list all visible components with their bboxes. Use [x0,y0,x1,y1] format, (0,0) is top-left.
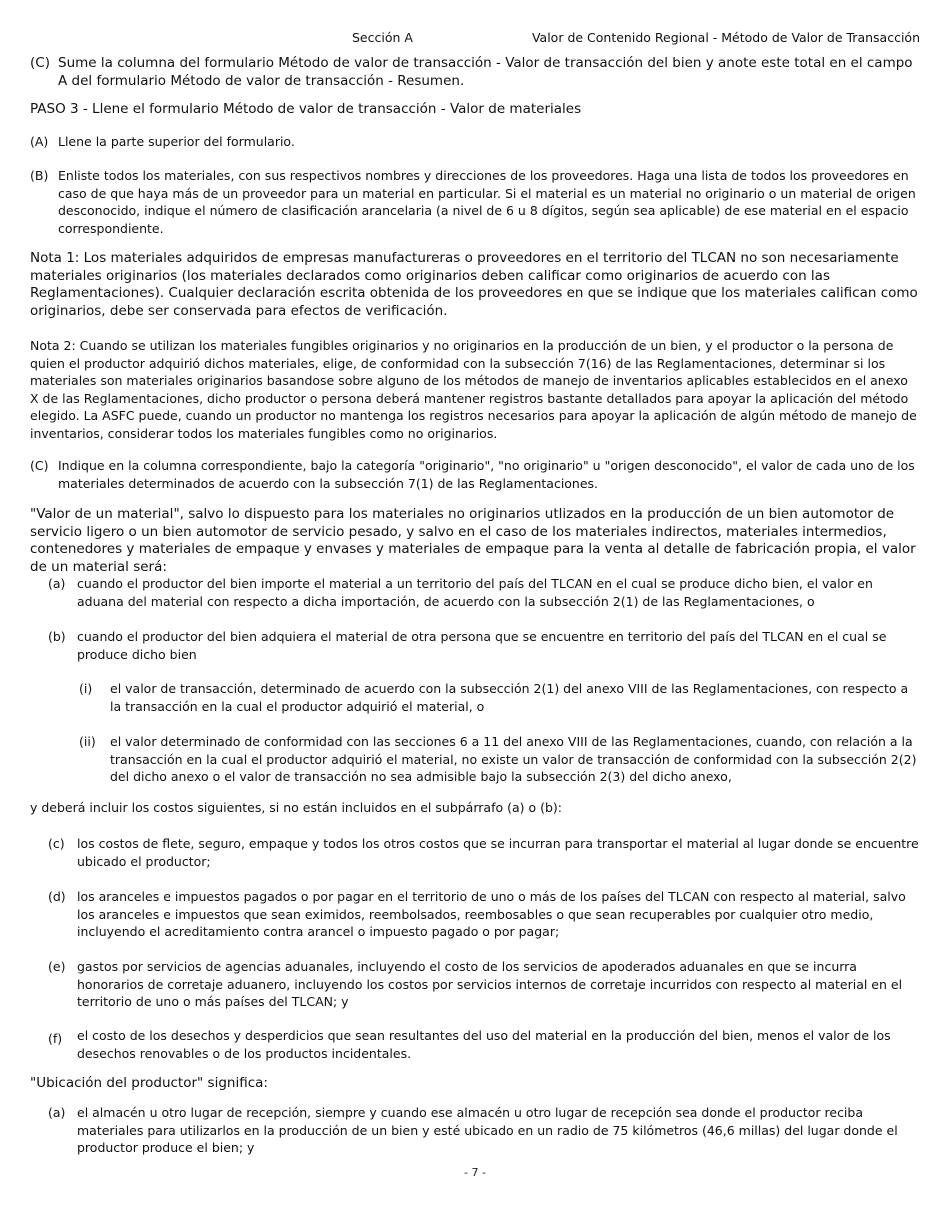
paso3-heading: PASO 3 - Llene el formulario Método de valor de transacción - Valor de materiales [30,101,582,117]
item-label: (d) [48,889,66,904]
item-label: (C) [30,458,49,473]
item-label: (f) [48,1031,63,1046]
item-label: (B) [30,168,49,183]
item-text: el valor de transacción, determinado de acuerdo con la subsección 2(1) del anexo VIII de las Reglamentaciones, con respecto a la transacción en la cual el productor adquirió el material, o [110,681,909,714]
valor-item-a [48,575,920,610]
valor-item-b-ii [79,733,920,786]
paso3-item-b [30,167,920,237]
item-text: Llene la parte superior del formulario. [58,134,295,149]
item-text: Enliste todos los materiales, con sus respectivos nombres y direcciones de los proveedores. Haga una lista de todos los proveedores en caso de que haya más de un proveedor para un material en particular. Si el material es un material no originario o un material de origen desconocido, indique el número de clasificación arancelaria (a nivel de 6 u 8 dígitos, según sea aplicable) de ese material en el espacio correspondiente. [58,168,916,236]
valor-item-b [48,628,920,663]
item-text: gastos por servicios de agencias aduanales, incluyendo el costo de los servicios de apoderados aduanales en que se incurra honorarios de corretaje aduanero, incluyendo los costos por servicios internos de corretaje incurridos con respecto al material en el territorio de uno o más países del TLCAN; y [77,959,903,1009]
ubicacion-item-a [48,1104,920,1157]
item-label: (b) [48,629,66,644]
item-label: (A) [30,134,49,149]
nota-2: Nota 2: Cuando se utilizan los materiales fungibles originarios y no originarios en la producción de un bien, y el productor o la persona de quien el productor adquirió dichos materiales, elige, de conformidad con la subsección 7(16) de las Reglamentaciones, determinar si los materiales son materiales originarios basandose sobre alguno de los métodos de manejo de inventarios aplicables establecidos en el anexo X de las Reglamentaciones, dicho productor o persona deberá mantener registros bastante detallados para apoyar la aplicación del método elegido. La ASFC puede, cuando un productor no mantenga los registros necesarios para apoyar la aplicación de algún método de manejo de inventarios, considerar todos los materiales fungibles como no originarios. [30,338,917,441]
step2-item-c [30,55,920,90]
paso3-item-c [30,457,920,492]
nota-1: Nota 1: Los materiales adquiridos de empresas manufactureras o proveedores en el territorio del TLCAN no son necesariamente materiales originarios (los materiales declarados como originarios deben calificar como originarios de acuerdo con las Reglamentaciones). Cualquier declaración escrita obtenida de los proveedores en que se indique que los materiales califican como originarios, debe ser conservada para efectos de verificación. [30,250,918,319]
item-text: el valor determinado de conformidad con las secciones 6 a 11 del anexo VIII de las Reglamentaciones, cuando, con relación a la transacción en la cual el productor adquirió el material, no existe un valor de transacción de conformidad con la subsección 2(2) del dicho anexo o el valor de transacción no sea admisible bajo la subsección 2(3) del dicho anexo, [110,734,917,784]
item-text: el almacén u otro lugar de recepción, siempre y cuando ese almacén u otro lugar de recepción sea donde el productor reciba materiales para utilizarlos en la producción de un bien y esté ubicado en un radio de 75 kilómetros (46,6 millas) del lugar donde el productor produce el bien; y [77,1105,898,1155]
item-label: (e) [48,959,66,974]
item-label: (a) [48,1105,66,1120]
item-label: (C) [30,55,50,71]
valor-intro: "Valor de un material", salvo lo dispuesto para los materiales no originarios utlizados en la producción de un bien automotor de servicio ligero o un bien automotor de servicio pesado, y salvo en el caso de los materiales indirectos, materiales intermedios, contenedores y materiales de empaque y envases y materiales de empaque para la venta al detalle de fabricación propia, el valor de un material será: [30,506,916,575]
costos-item-e [48,958,920,1011]
paso3-item-a [30,133,920,151]
item-text: los aranceles e impuestos pagados o por pagar en el territorio de uno o más de los países del TLCAN con respecto al material, salvo los aranceles e impuestos que sean eximidos, reembolsados, reembosables o que sean recuperables por cualquier otro medio, incluyendo el acreditamiento contra arancel o impuesto pagado o por pagar; [77,889,906,939]
item-label: (c) [48,836,65,851]
item-text: cuando el productor del bien importe el material a un territorio del país del TLCAN en el cual se produce dicho bien, el valor en aduana del material con respecto a dicha importación, de acuerdo con la subsección 2(1) de las Reglamentaciones, o [77,576,873,609]
ubicacion-heading: "Ubicación del productor" significa: [30,1075,268,1091]
item-text: el costo de los desechos y desperdicios que sean resultantes del uso del material en la producción del bien, menos el valor de los desechos renovables o de los productos incidentales. [77,1028,891,1061]
valor-item-b-i [79,680,920,715]
header-title: Valor de Contenido Regional - Método de Valor de Transacción [531,30,920,45]
item-label: (ii) [79,734,96,749]
costos-intro: y deberá incluir los costos siguientes, si no están incluidos en el subpárrafo (a) o (b): [30,800,562,815]
item-text: cuando el productor del bien adquiera el material de otra persona que se encuentre en territorio del país del TLCAN en el cual se produce dicho bien [77,629,887,662]
costos-item-c [48,835,920,870]
item-text: Sume la columna del formulario Método de valor de transacción - Valor de transacción del bien y anote este total en el campo A del formulario Método de valor de transacción - Resumen. [58,55,913,89]
item-label: (a) [48,576,66,591]
item-label: (i) [79,681,93,696]
costos-item-d [48,888,920,941]
item-text: los costos de flete, seguro, empaque y todos los otros costos que se incurran para transportar el material al lugar donde se encuentre ubicado el productor; [77,836,919,869]
costos-item-f [48,1027,920,1062]
header-section: Sección A [352,30,413,45]
item-text: Indique en la columna correspondiente, bajo la categoría "originario", "no originario" u "origen desconocido", el valor de cada uno de los materiales determinados de acuerdo con la subsección 7(1) de las Reglamentaciones. [58,458,915,491]
page-number: - 7 - [464,1166,486,1179]
